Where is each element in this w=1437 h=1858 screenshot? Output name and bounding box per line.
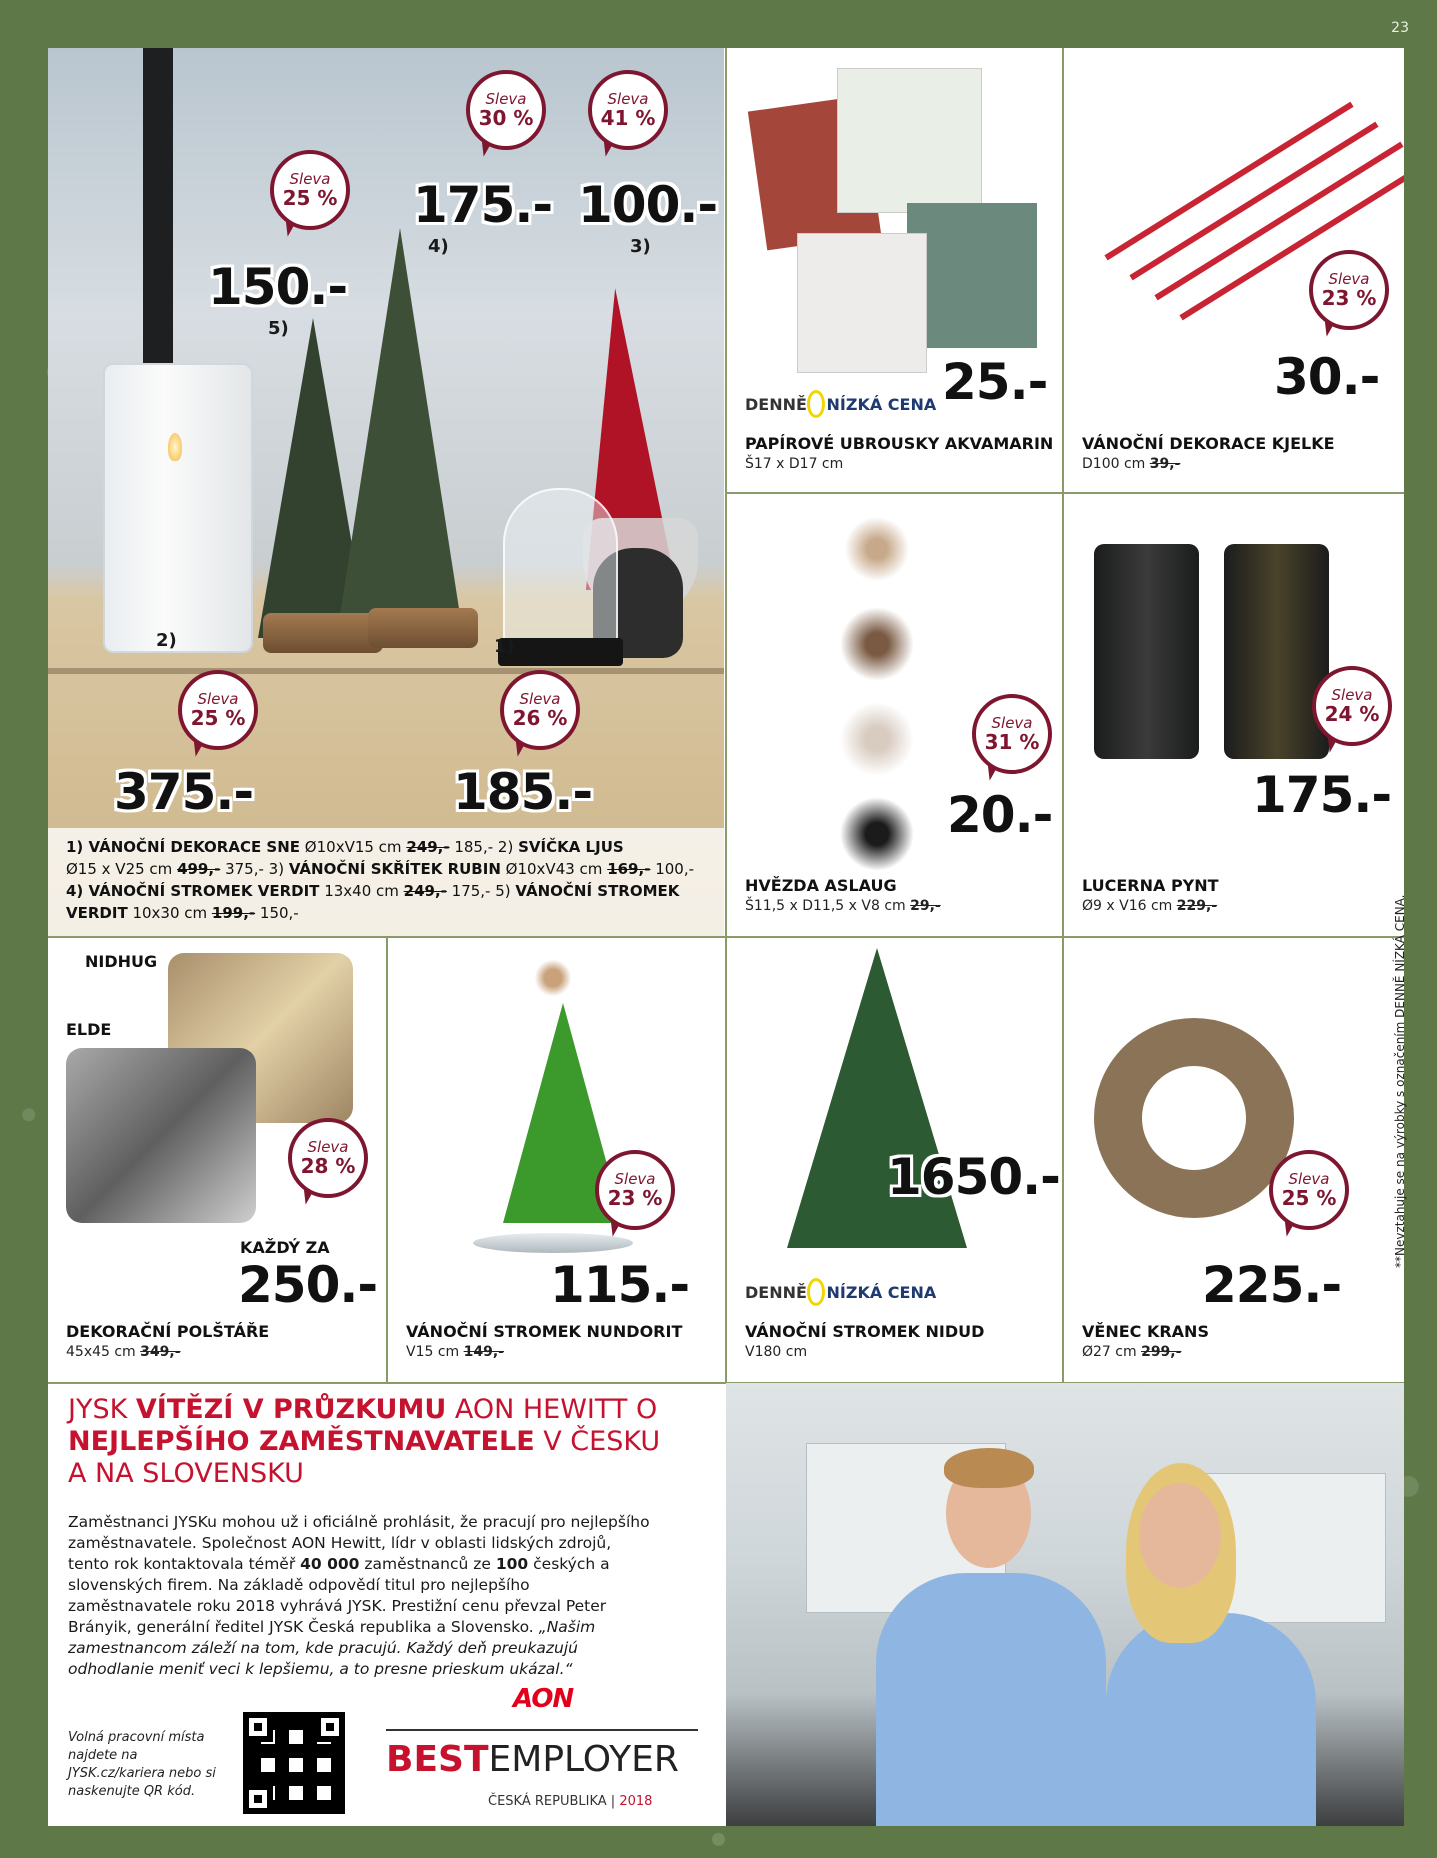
product-name: VÁNOČNÍ DEKORACE KJELKE xyxy=(1082,434,1335,453)
discount-badge: Sleva 26 % xyxy=(500,670,580,760)
price-tag: 175.- xyxy=(1252,766,1392,824)
discount-badge: Sleva 25 % xyxy=(1269,1150,1349,1240)
window-ledge xyxy=(48,668,724,674)
best-employer-subtitle: ČESKÁ REPUBLIKA | 2018 xyxy=(488,1794,653,1809)
price-tag: 175.- xyxy=(413,176,553,234)
item-number: 1) xyxy=(494,636,515,657)
career-note: Volná pracovní místa najdete na JYSK.cz/kariera nebo si naskenujte QR kód. xyxy=(68,1730,216,1799)
variant-label: ELDE xyxy=(66,1020,112,1039)
product-card-polstare[interactable] xyxy=(48,938,386,1382)
cushion-elde-image xyxy=(66,1048,256,1223)
candle-image xyxy=(103,363,253,653)
discount-badge: Sleva 23 % xyxy=(595,1150,675,1240)
star-ornament-image xyxy=(837,604,917,684)
price-tag: 375.- xyxy=(114,763,254,821)
price-tag: 100.- xyxy=(578,176,718,234)
price-tag: 225.- xyxy=(1202,1256,1342,1314)
price-tag: 25.- xyxy=(942,353,1048,411)
discount-badge: Sleva 25 % xyxy=(270,150,350,240)
side-footnote: **Nevztahuje se na výrobky s označením DENNĚ NÍZKÁ CENA. xyxy=(1393,894,1407,1268)
aon-logo: AON xyxy=(513,1684,574,1714)
discount-badge: Sleva 31 % xyxy=(972,694,1052,784)
price-tag: 30.- xyxy=(1274,348,1380,406)
price-tag: 115.- xyxy=(550,1256,690,1314)
wreath-image xyxy=(1094,1018,1294,1218)
employee-man-hair xyxy=(944,1448,1034,1488)
hero-photo xyxy=(48,48,724,936)
product-name: LUCERNA PYNT xyxy=(1082,876,1219,895)
price-tag: 250.- xyxy=(238,1256,378,1314)
star-ornament-image xyxy=(837,699,917,779)
product-dimensions: Ø27 cm 299,- xyxy=(1082,1344,1182,1360)
product-name: VĚNEC KRANS xyxy=(1082,1322,1209,1341)
product-dimensions: Ø9 x V16 cm 229,- xyxy=(1082,898,1218,914)
wood-slice xyxy=(368,608,478,648)
best-employer-logo: BESTEMPLOYER xyxy=(386,1729,698,1780)
product-card-nundorit[interactable] xyxy=(388,938,725,1382)
denne-nizka-cena-label: DENNĚ NÍZKÁ CENA xyxy=(745,390,936,414)
wood-slice xyxy=(263,613,383,653)
napkin-white-image xyxy=(797,233,927,373)
variant-label: NIDHUG xyxy=(85,952,158,971)
product-dimensions: V15 cm 149,- xyxy=(406,1344,504,1360)
product-dimensions: Š11,5 x D11,5 x V8 cm 29,- xyxy=(745,898,941,914)
item-number: 5) xyxy=(268,318,289,339)
employee-man xyxy=(876,1573,1106,1826)
product-name: VÁNOČNÍ STROMEK NIDUD xyxy=(745,1322,985,1341)
denne-nizka-cena-label: DENNĚ NÍZKÁ CENA xyxy=(745,1278,936,1302)
qr-code[interactable] xyxy=(243,1712,345,1814)
product-dimensions: 45x45 cm 349,- xyxy=(66,1344,181,1360)
employee-woman-head xyxy=(1139,1483,1221,1588)
product-dimensions: Š17 x D17 cm xyxy=(745,456,844,472)
candle-flame xyxy=(168,433,182,461)
discount-badge: Sleva 28 % xyxy=(288,1118,368,1208)
star-ornament-image xyxy=(837,794,917,874)
catalog-sheet xyxy=(48,48,1407,1826)
glass-dome-base xyxy=(498,638,623,666)
price-tag: 20.- xyxy=(947,786,1053,844)
price-tag: 185.- xyxy=(453,763,593,821)
product-card-ubrousky[interactable] xyxy=(727,48,1062,492)
employee-woman xyxy=(1106,1613,1316,1826)
product-name: PAPÍROVÉ UBROUSKY AKVAMARIN xyxy=(745,434,1054,453)
price-tag: 150.- xyxy=(208,258,348,316)
discount-badge: Sleva 30 % xyxy=(466,70,546,160)
hero-caption: 1) VÁNOČNÍ DEKORACE SNE Ø10xV15 cm 249,- 185,- 2) SVÍČKA LJUS Ø15 x V25 cm 499,- 375,- 3) VÁNOČNÍ SKŘÍTEK RUBIN Ø10xV43 cm 169,- 100,- 4) VÁNOČNÍ STROMEK VERDIT 13x40 cm 249,- 175,- 5) VÁNOČNÍ STROMEK VERDIT 10x30 cm 199,- 150,- xyxy=(48,828,724,936)
product-card-aslaug[interactable] xyxy=(727,494,1062,936)
discount-badge: Sleva 23 % xyxy=(1309,250,1389,340)
product-dimensions: V180 cm xyxy=(745,1344,808,1360)
product-name: VÁNOČNÍ STROMEK NUNDORIT xyxy=(406,1322,683,1341)
napkin-llama-image xyxy=(837,68,982,213)
product-name: DEKORAČNÍ POLŠTÁŘE xyxy=(66,1322,270,1341)
glass-dome-image xyxy=(503,488,618,643)
product-dimensions: D100 cm 39,- xyxy=(1082,456,1181,472)
article-best-employer xyxy=(48,1384,724,1826)
discount-badge: Sleva 24 % xyxy=(1312,666,1392,756)
discount-badge: Sleva 25 % xyxy=(178,670,258,760)
product-name: HVĚZDA ASLAUG xyxy=(745,876,897,895)
star-ornament-image xyxy=(842,514,912,584)
article-title: JYSK VÍTĚZÍ V PRŮZKUMU AON HEWITT O NEJLEPŠÍHO ZAMĚSTNAVATELE V ČESKU A NA SLOVENSKU xyxy=(68,1394,661,1489)
lantern-image xyxy=(1094,544,1199,759)
item-number: 4) xyxy=(428,236,449,257)
employees-photo xyxy=(726,1383,1404,1826)
star-topper-image xyxy=(533,958,573,998)
price-tag: 1650.- xyxy=(887,1148,1060,1206)
article-body: Zaměstnanci JYSKu mohou už i oficiálně prohlásit, že pracují pro nejlepšího zaměstnavatele. Společnost AON Hewitt, lídr v oblasti lidských zdrojů, tento rok kontaktovala téměř 40 000 zaměstnanců ze 100 českých a slovenských firem. Na základě odpovědí titul pro nejlepšího zaměstnavatele roku 2018 vyhrává JYSK. Prestižní cenu převzal Peter Brányik, generální ředitel JYSK Česká republika a Slovensko. „Našim zamestnancom záleží na tom, kde pracujú. Každý deň preukazujú odhodlanie meniť veci k lepšiemu, a to presne prieskum ukázal.“ xyxy=(68,1513,650,1678)
item-number: 3) xyxy=(630,236,651,257)
product-card-krans[interactable] xyxy=(1064,938,1374,1382)
discount-badge: Sleva 41 % xyxy=(588,70,668,160)
product-card-kjelke[interactable] xyxy=(1064,48,1404,492)
product-card-nidud[interactable] xyxy=(727,938,1062,1382)
page-number: 23 xyxy=(1391,20,1409,36)
item-number: 2) xyxy=(156,630,177,651)
product-card-pynt[interactable] xyxy=(1064,494,1404,936)
each-price-label: KAŽDÝ ZA xyxy=(240,1238,330,1257)
tall-tree-image xyxy=(338,228,462,628)
